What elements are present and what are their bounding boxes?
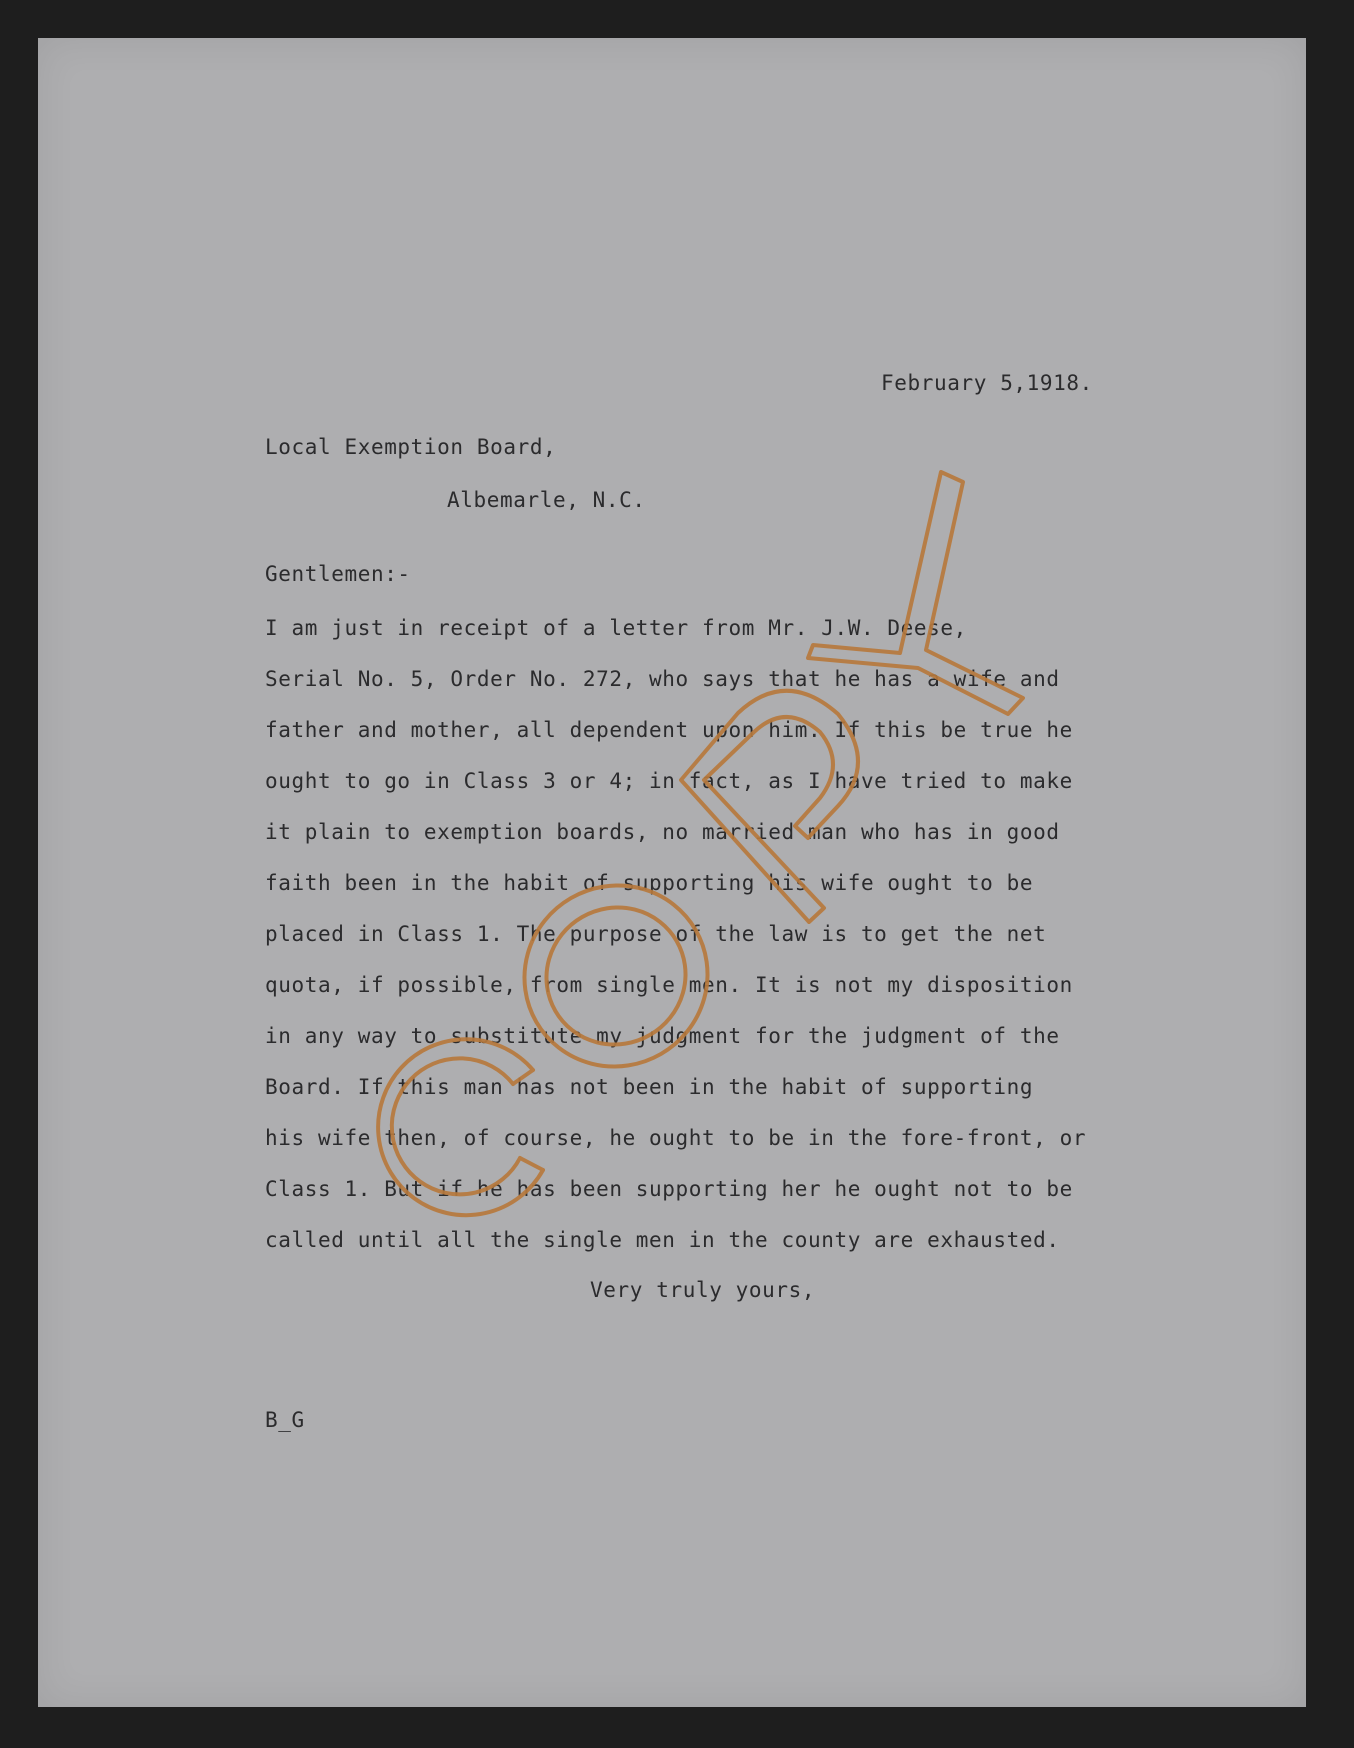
body-line: Board. If this man has not been in the habit of supporting (265, 1075, 1034, 1099)
body-line: quota, if possible, from single men. It is not my disposition (265, 973, 1073, 997)
typist-initials: B_G (265, 1408, 305, 1432)
letter-closing: Very truly yours, (590, 1278, 816, 1302)
body-line: ought to go in Class 3 or 4; in fact, as I have tried to make (265, 769, 1073, 793)
body-line: father and mother, all dependent upon him. If this be true he (265, 718, 1073, 742)
body-line: in any way to substitute my judgment for the judgment of the (265, 1024, 1060, 1048)
body-line: I am just in receipt of a letter from Mr. J.W. Deese, (265, 616, 967, 640)
body-line: his wife then, of course, he ought to be in the fore-front, or (265, 1126, 1087, 1150)
letter-sheet (38, 38, 1306, 1707)
body-line: Serial No. 5, Order No. 272, who says that he has a wife and (265, 667, 1060, 691)
recipient-location: Albemarle, N.C. (447, 488, 646, 512)
body-line: called until all the single men in the county are exhausted. (265, 1228, 1060, 1252)
body-line: it plain to exemption boards, no married man who has in good (265, 820, 1060, 844)
recipient-name: Local Exemption Board, (265, 435, 557, 459)
salutation: Gentlemen:- (265, 562, 411, 586)
body-line: Class 1. But if he has been supporting her he ought not to be (265, 1177, 1073, 1201)
letter-date: February 5,1918. (881, 371, 1093, 395)
body-line: faith been in the habit of supporting his wife ought to be (265, 871, 1034, 895)
body-line: placed in Class 1. The purpose of the law is to get the net (265, 922, 1047, 946)
